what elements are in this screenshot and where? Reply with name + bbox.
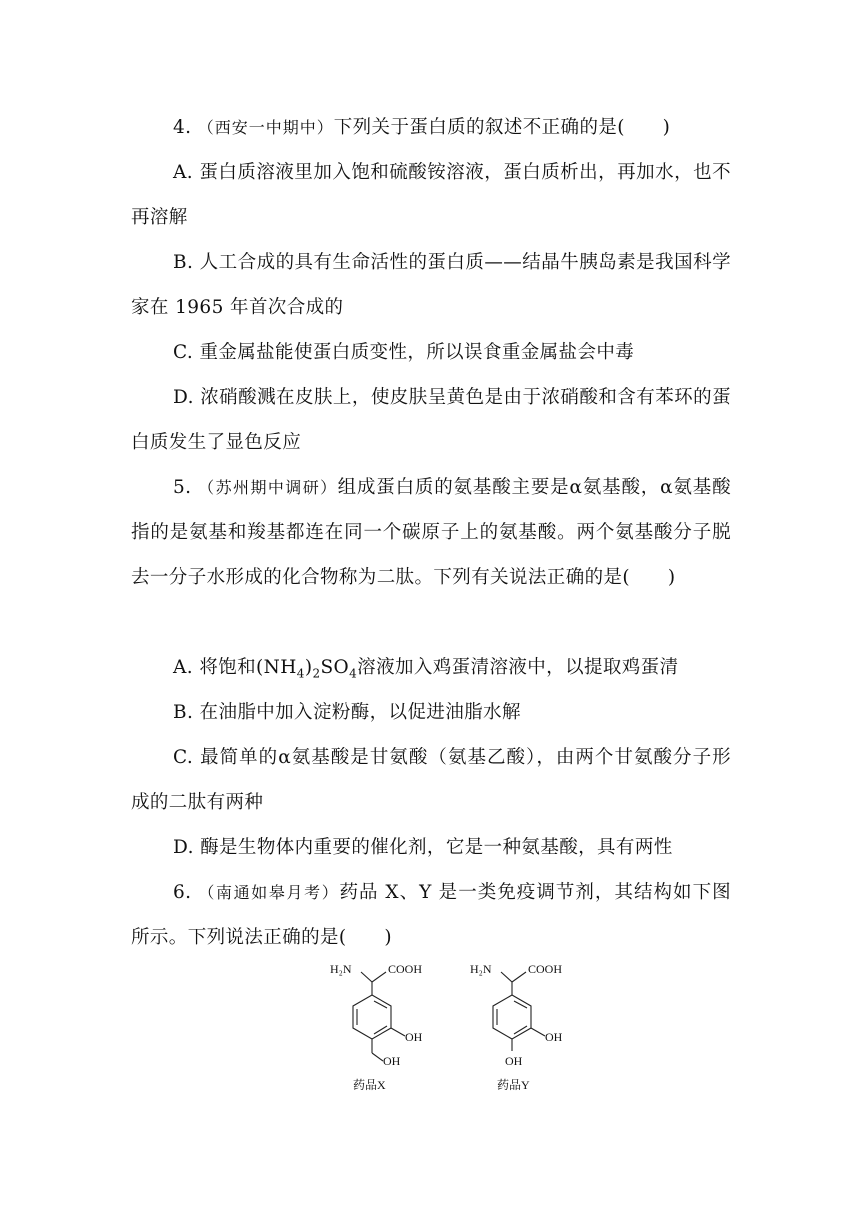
question-4-option-a: A. 蛋白质溶液里加入饱和硫酸铵溶液，蛋白质析出，再加水，也不再溶解 bbox=[131, 162, 731, 228]
question-4-option-c: C. 重金属盐能使蛋白质变性，所以误食重金属盐会中毒 bbox=[173, 342, 635, 363]
drug-x-caption: 药品X bbox=[353, 1078, 386, 1092]
drug-x-amine-label: H₂N bbox=[330, 962, 352, 976]
option-a-text-2: ) bbox=[304, 657, 313, 678]
question-number: 6. bbox=[173, 882, 192, 903]
question-5-option-d: D. 酶是生物体内重要的催化剂，它是一种氨基酸，具有两性 bbox=[173, 837, 673, 858]
question-6-stem bbox=[131, 870, 731, 960]
question-5-stem bbox=[131, 465, 731, 600]
drug-x-acid-label: COOH bbox=[388, 962, 423, 976]
question-5-option-b: B. 在油脂中加入淀粉酶，以促进油脂水解 bbox=[173, 702, 521, 723]
drug-y-acid-label: COOH bbox=[528, 962, 563, 976]
structures-svg bbox=[325, 955, 585, 1105]
drug-y-para-oh-label: OH bbox=[505, 1054, 523, 1068]
drug-y-ring-oh-label: OH bbox=[545, 1030, 563, 1044]
drug-y-amine-label: H₂N bbox=[470, 962, 492, 976]
question-5-option-a bbox=[131, 645, 731, 697]
question-source: （苏州期中调研） bbox=[198, 478, 338, 497]
question-text: 组成蛋白质的氨基酸主要是α氨基酸，α氨基酸指的是氨基和羧基都连在同一个碳原子上的氨基酸。两个氨基酸分子脱去一分子水形成的化合物称为二肽。下列有关说法正确的是( ) bbox=[131, 477, 732, 588]
option-a-text-1: A. 将饱和(NH bbox=[173, 657, 297, 678]
drug-x-ring-oh-label: OH bbox=[405, 1030, 423, 1044]
structure-figure bbox=[325, 955, 585, 1105]
question-number: 4. bbox=[173, 117, 192, 138]
question-5-option-c: C. 最简单的α氨基酸是甘氨酸（氨基乙酸），由两个甘氨酸分子形成的二肽有两种 bbox=[131, 747, 731, 813]
option-a-text-4: 溶液加入鸡蛋清溶液中，以提取鸡蛋清 bbox=[357, 657, 679, 678]
question-source: （南通如皋月考） bbox=[198, 883, 340, 902]
drug-y-benzene-ring bbox=[493, 995, 531, 1039]
question-source: （西安一中期中） bbox=[197, 118, 334, 137]
drug-x-chain-oh-label: OH bbox=[383, 1054, 401, 1068]
subscript: 4 bbox=[296, 666, 305, 681]
subscript: 4 bbox=[349, 666, 358, 681]
option-a-text-3: SO bbox=[320, 657, 350, 678]
question-text: 下列关于蛋白质的叙述不正确的是( ) bbox=[333, 117, 671, 138]
drug-y-caption: 药品Y bbox=[497, 1078, 530, 1092]
question-text: 药品 X、Y 是一类免疫调节剂，其结构如下图所示。下列说法正确的是( ) bbox=[131, 882, 732, 948]
question-4-stem bbox=[131, 105, 731, 150]
subscript: 2 bbox=[312, 666, 321, 681]
drug-x-benzene-ring bbox=[353, 995, 391, 1039]
question-4-option-d: D. 浓硝酸溅在皮肤上，使皮肤呈黄色是由于浓硝酸和含有苯环的蛋白质发生了显色反应 bbox=[131, 387, 731, 453]
question-number: 5. bbox=[173, 477, 192, 498]
question-4-option-b: B. 人工合成的具有生命活性的蛋白质——结晶牛胰岛素是我国科学家在 1965 年首次合成的 bbox=[131, 252, 731, 318]
